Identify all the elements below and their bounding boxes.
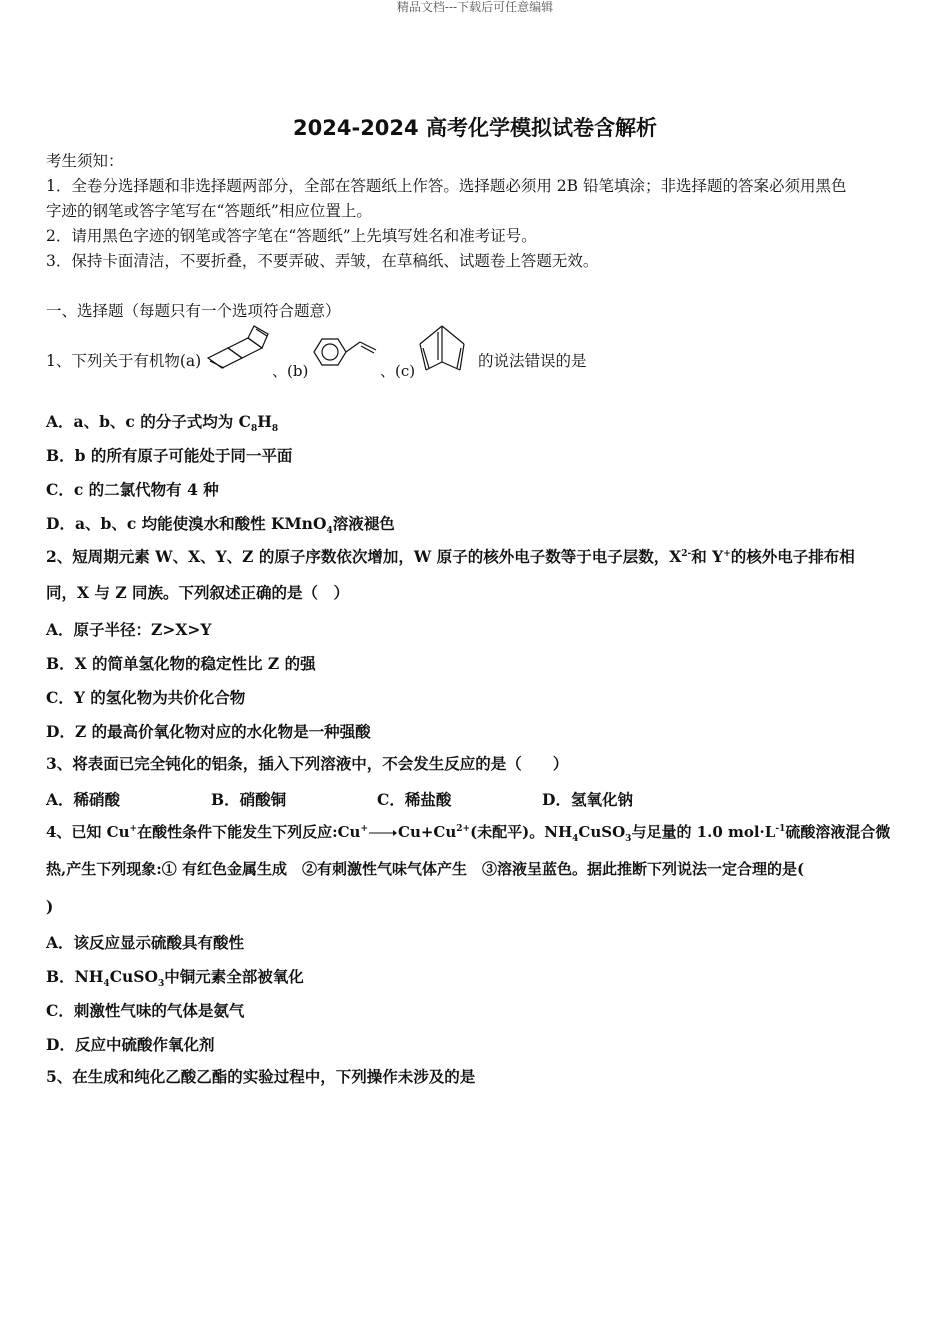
molecule-c-barrelene — [412, 322, 478, 378]
q3-option-d: D．氢氧化钠 — [542, 790, 633, 809]
q4-option-d: D．反应中硫酸作氧化剂 — [46, 1035, 215, 1054]
q2-stem-line-1: 2、短周期元素 W、X、Y、Z 的原子序数依次增加，W 原子的核外电子数等于电子层数，$X^{2-}$和 Y+的核外电子排布相 — [46, 547, 855, 566]
q5-stem: 5、在生成和纯化乙酸乙酯的实验过程中，下列操作未涉及的是 — [46, 1067, 476, 1086]
q1-label-c: 、(c) — [380, 362, 416, 380]
q3-option-b: B．硝酸铜 — [211, 790, 287, 809]
q1-option-c: C．c 的二氯代物有 4 种 — [46, 480, 219, 499]
q1-prefix: 1、下列关于有机物(a) — [46, 352, 202, 370]
q1-label-b: 、(b) — [272, 362, 309, 380]
q1-option-a: A．a、b、c 的分子式均为 $C_8H_8$ — [46, 412, 279, 435]
reaction-arrow-icon — [368, 828, 398, 838]
q4-stem-line-1: 4、已知 Cu+在酸性条件下能发生下列反应:Cu+ $Cu+Cu^{2+}$(未配平)。$NH_4CuSO_3$与足量的 1.0 $mol\cdot L^{-1}$硫酸溶液混合微 — [46, 823, 891, 844]
q4-option-c: C．刺激性气味的气体是氨气 — [46, 1001, 245, 1020]
notice-item-1-cont: 字迹的钢笔或答字笔写在“答题纸”相应位置上。 — [46, 202, 372, 220]
q2-stem-line-2: 同，X 与 Z 同族。下列叙述正确的是（ ） — [46, 583, 350, 602]
q4-option-b: B．$NH_4CuSO_3$中铜元素全部被氧化 — [46, 967, 304, 990]
molecule-a-cubane-like — [198, 322, 272, 374]
q2-option-c: C．Y 的氢化物为共价化合物 — [46, 688, 246, 707]
q4-stem-line-3: ) — [46, 897, 54, 916]
q1-option-b: B．b 的所有原子可能处于同一平面 — [46, 446, 293, 465]
q4-option-a: A．该反应显示硫酸具有酸性 — [46, 933, 245, 952]
q2-option-d: D．Z 的最高价氧化物对应的水化物是一种强酸 — [46, 722, 371, 741]
q4-stem-line-2: 热,产生下列现象:① 有红色金属生成 ②有刺激性气味气体产生 ③溶液呈蓝色。据此推断下列说法一定合理的是( — [46, 860, 805, 878]
section-heading: 一、选择题（每题只有一个选项符合题意） — [46, 302, 341, 320]
notice-item-3: 3．保持卡面清洁，不要折叠，不要弄破、弄皱，在草稿纸、试题卷上答题无效。 — [46, 252, 599, 270]
q3-option-c: C．稀盐酸 — [377, 790, 452, 809]
notice-item-2: 2．请用黑色字迹的钢笔或答字笔在“答题纸”上先填写姓名和准考证号。 — [46, 227, 537, 245]
header-note: 精品文档---下载后可任意编辑 — [396, 0, 554, 14]
notice-heading: 考生须知： — [46, 152, 124, 170]
q3-stem: 3、将表面已完全钝化的铝条，插入下列溶液中，不会发生反应的是（ ） — [46, 754, 569, 773]
q3-option-a: A．稀硝酸 — [46, 790, 121, 809]
page-title: 2024-2024 高考化学模拟试卷含解析 — [293, 116, 657, 140]
q2-option-a: A．原子半径：Z>X>Y — [46, 620, 212, 639]
q1-option-d: D．a、b、c 均能使溴水和酸性 KMnO$_4$溶液褪色 — [46, 514, 395, 537]
q1-suffix: 的说法错误的是 — [478, 352, 587, 370]
q2-option-b: B．X 的简单氢化物的稳定性比 Z 的强 — [46, 654, 316, 673]
notice-item-1: 1．全卷分选择题和非选择题两部分，全部在答题纸上作答。选择题必须用 2B 铅笔填涂；非选择题的答案必须用黑色 — [46, 177, 847, 195]
molecule-b-styrene — [308, 330, 380, 374]
